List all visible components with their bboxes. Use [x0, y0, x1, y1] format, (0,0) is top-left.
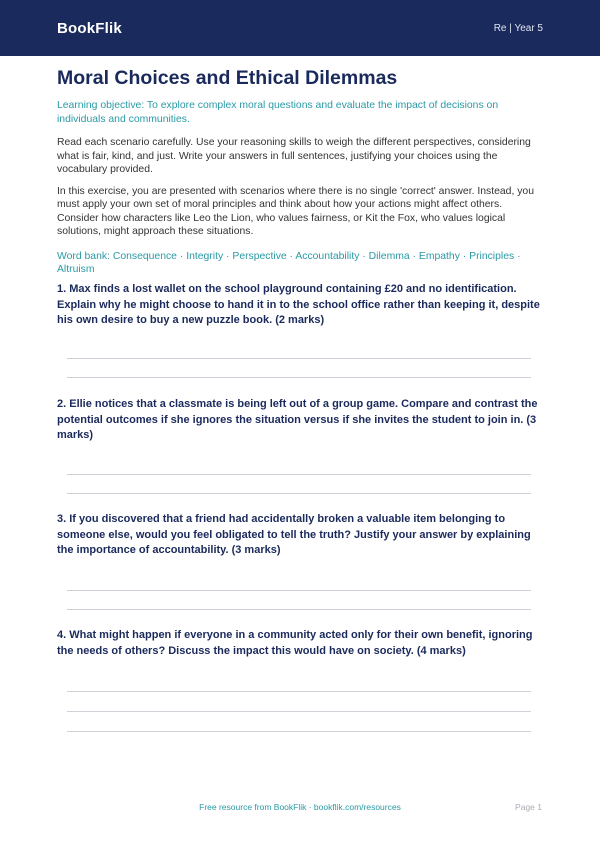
header-bar [0, 0, 600, 56]
brand-logo-text[interactable]: BookFlik [57, 19, 122, 37]
instructions-paragraph: Read each scenario carefully. Use your reasoning skills to weigh the different perspectives, considering what is fair, kind, and just. Write your answers in full sentences, justifying your choices using the vocabulary provided. [57, 137, 531, 175]
answer-line-3b[interactable] [67, 609, 531, 610]
context-paragraph: In this exercise, you are presented with scenarios where there is no single 'correct' answer. Instead, you must apply your own set of moral principles and think about how your actions might affect others. Consider how characters like Leo the Lion, who values fairness, or Kit the Fox, who values logical solutions, might approach these situations. [57, 185, 534, 237]
question-4: 4. What might happen if everyone in a community acted only for their own benefit, ignoring the needs of others? Discuss the impact this would have on society. (4 marks) [57, 629, 533, 657]
answer-line-4b[interactable] [67, 711, 531, 712]
answer-line-2b[interactable] [67, 493, 531, 494]
word-bank: Word bank: Consequence · Integrity · Perspective · Accountability · Dilemma · Empathy · Principles · Altruism [57, 250, 521, 275]
footer-resource-link[interactable]: Free resource from BookFlik · bookflik.com/resources [199, 802, 401, 812]
intro-section [57, 66, 545, 277]
answer-line-1b[interactable] [67, 377, 531, 378]
question-1: 1. Max finds a lost wallet on the school playground containing £20 and no identification. Explain why he might choose to hand it in to the school office rather than keeping it, despite his own desire to buy a new puzzle book. (2 marks) [57, 283, 540, 326]
learning-objective: Learning objective: To explore complex moral questions and evaluate the impact of decisions on individuals and communities. [57, 100, 499, 125]
answer-line-3a[interactable] [67, 590, 531, 591]
answer-line-2a[interactable] [67, 474, 531, 475]
question-3: 3. If you discovered that a friend had accidentally broken a valuable item belonging to someone else, would you feel obligated to tell the truth? Justify your answer by explaining the importance of accountability. (3 marks) [57, 513, 531, 556]
answer-line-1a[interactable] [67, 358, 531, 359]
answer-line-4a[interactable] [67, 691, 531, 692]
subject-year-label: Re | Year 5 [493, 22, 543, 34]
page-title: Moral Choices and Ethical Dilemmas [57, 67, 398, 89]
answer-line-4c[interactable] [67, 731, 531, 732]
question-2: 2. Ellie notices that a classmate is being left out of a group game. Compare and contrast the potential outcomes if she ignores the situation versus if she invites the student to join in. (3 marks) [57, 398, 538, 441]
page-number: Page 1 [515, 802, 542, 812]
